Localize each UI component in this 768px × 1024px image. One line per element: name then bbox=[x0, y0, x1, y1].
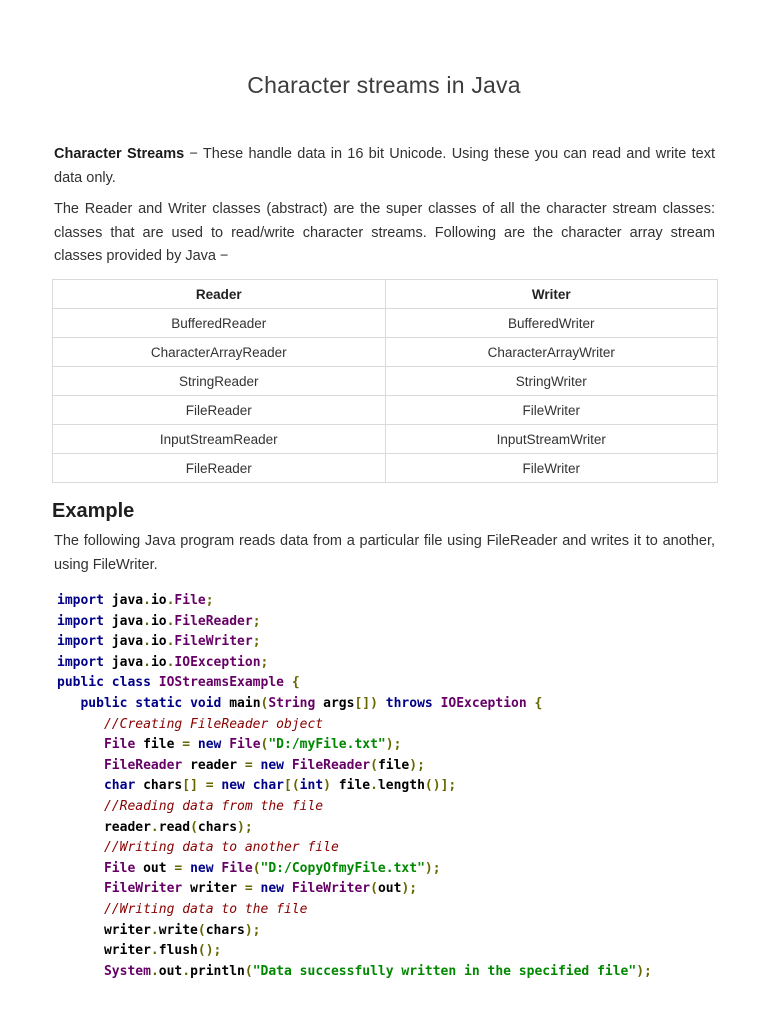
code-line bbox=[57, 879, 652, 900]
code-token: File bbox=[229, 737, 261, 753]
code-token bbox=[527, 696, 535, 711]
code-token: write bbox=[158, 922, 198, 938]
table-header-row bbox=[53, 280, 718, 309]
writer-cell: FileWriter bbox=[385, 454, 718, 483]
code-token bbox=[433, 696, 441, 711]
code-token bbox=[284, 675, 292, 690]
code-token: chars bbox=[205, 922, 245, 938]
code-token: throws bbox=[385, 695, 433, 711]
table-row bbox=[53, 309, 718, 338]
code-token: . bbox=[370, 778, 378, 794]
code-token: char bbox=[252, 778, 285, 794]
code-line bbox=[57, 591, 652, 612]
writer-cell: StringWriter bbox=[385, 367, 718, 396]
code-line bbox=[57, 818, 652, 839]
code-token: ( bbox=[252, 860, 261, 876]
code-token: ); bbox=[424, 860, 441, 876]
example-paragraph: The following Java program reads data from a particular file using FileReader and writes it to another, using FileWriter. bbox=[54, 533, 715, 573]
code-token: io bbox=[150, 593, 167, 608]
code-token: reader bbox=[182, 757, 245, 773]
code-token: new bbox=[221, 778, 245, 794]
code-token: . bbox=[150, 922, 159, 938]
code-line bbox=[57, 673, 652, 694]
code-token: ) bbox=[323, 778, 331, 794]
code-line bbox=[57, 653, 652, 674]
code-token: ); bbox=[636, 963, 652, 979]
code-token: = bbox=[244, 881, 253, 897]
reader-cell: FileReader bbox=[53, 396, 386, 425]
code-line bbox=[57, 859, 652, 880]
code-token: chars bbox=[135, 778, 183, 794]
code-token: static bbox=[135, 695, 183, 711]
code-token: out bbox=[377, 881, 402, 897]
table-row bbox=[53, 338, 718, 367]
code-token: = bbox=[205, 778, 214, 794]
code-token: = bbox=[174, 860, 183, 876]
code-token: . bbox=[166, 654, 175, 670]
code-token: main bbox=[221, 695, 261, 711]
reader-cell: StringReader bbox=[53, 367, 386, 396]
code-token: import bbox=[57, 634, 104, 650]
code-token: . bbox=[166, 613, 175, 629]
code-line bbox=[57, 797, 652, 818]
code-token: String bbox=[268, 695, 316, 711]
description-paragraph: The Reader and Writer classes (abstract) are the super classes of all the character stream classes: classes that are used to read/write character streams. Following are the character array stream classes provided by Java − bbox=[54, 201, 715, 264]
code-token: new bbox=[260, 757, 285, 773]
code-token bbox=[57, 778, 104, 793]
code-token: //Creating FileReader object bbox=[103, 716, 324, 732]
code-token: FileWriter bbox=[174, 634, 253, 650]
code-token: ); bbox=[409, 757, 425, 773]
code-token: read bbox=[158, 819, 191, 835]
reader-cell: InputStreamReader bbox=[53, 425, 386, 454]
code-token: java bbox=[103, 634, 144, 650]
code-token: FileWriter bbox=[103, 881, 183, 897]
code-token: IOException bbox=[440, 695, 527, 711]
code-token: out bbox=[158, 963, 183, 979]
code-token: File bbox=[103, 737, 136, 753]
code-token bbox=[57, 696, 80, 711]
code-token: class bbox=[111, 675, 151, 691]
code-token bbox=[57, 861, 104, 876]
code-token: void bbox=[190, 695, 222, 711]
code-token bbox=[182, 861, 190, 876]
code-token: ( bbox=[370, 881, 378, 897]
example-heading: Example bbox=[52, 500, 135, 522]
code-token bbox=[182, 696, 190, 711]
code-token: FileReader bbox=[103, 757, 183, 773]
code-token: FileReader bbox=[291, 757, 371, 773]
page-title: Character streams in Java bbox=[247, 72, 521, 98]
code-token: . bbox=[166, 634, 175, 650]
code-token: length bbox=[377, 778, 425, 794]
code-token bbox=[104, 675, 112, 690]
code-token bbox=[284, 881, 292, 896]
code-token: . bbox=[150, 963, 159, 979]
code-token: IOException bbox=[174, 654, 261, 670]
code-token bbox=[253, 758, 261, 773]
writer-cell: InputStreamWriter bbox=[385, 425, 718, 454]
code-token: . bbox=[150, 943, 159, 959]
code-token: import bbox=[57, 654, 104, 670]
code-token bbox=[57, 799, 104, 814]
code-token: File bbox=[174, 593, 206, 608]
table-header-reader: Reader bbox=[53, 280, 386, 309]
code-token: FileWriter bbox=[291, 881, 371, 897]
writer-cell: CharacterArrayWriter bbox=[385, 338, 718, 367]
code-token: io bbox=[150, 634, 167, 650]
intro-term: Character Streams bbox=[54, 146, 185, 162]
code-token: //Writing data to the file bbox=[103, 901, 308, 917]
code-token: . bbox=[143, 613, 151, 629]
code-token: ); bbox=[385, 737, 402, 753]
code-token: ( bbox=[260, 737, 269, 753]
code-token: new bbox=[197, 737, 222, 753]
code-token bbox=[57, 902, 104, 917]
writer-cell: BufferedWriter bbox=[385, 309, 718, 338]
code-token: flush bbox=[158, 943, 198, 959]
code-token bbox=[151, 675, 159, 690]
code-token: . bbox=[143, 593, 151, 608]
code-token: io bbox=[150, 613, 167, 629]
code-token: ; bbox=[252, 613, 261, 629]
code-token: (); bbox=[197, 943, 222, 959]
code-token: FileReader bbox=[174, 613, 253, 629]
code-line bbox=[57, 962, 652, 983]
code-token: ( bbox=[244, 963, 253, 979]
code-line bbox=[57, 838, 652, 859]
code-token: = bbox=[244, 757, 253, 773]
code-block bbox=[57, 591, 652, 982]
code-token bbox=[245, 778, 253, 793]
code-token: []) bbox=[354, 695, 378, 711]
code-line bbox=[57, 921, 652, 942]
code-token: reader bbox=[57, 819, 151, 835]
code-token bbox=[378, 696, 386, 711]
table-row bbox=[53, 454, 718, 483]
code-token: java bbox=[103, 654, 144, 670]
code-token: out bbox=[135, 860, 175, 876]
table-row bbox=[53, 367, 718, 396]
code-token: char bbox=[103, 778, 136, 794]
code-line bbox=[57, 900, 652, 921]
table-row bbox=[53, 425, 718, 454]
code-token bbox=[253, 881, 261, 896]
code-token: File bbox=[221, 860, 253, 876]
code-token: public bbox=[57, 675, 104, 691]
code-token: ( bbox=[370, 757, 378, 773]
code-token: io bbox=[150, 654, 167, 670]
code-token: [] bbox=[182, 778, 198, 794]
code-token: java bbox=[103, 613, 144, 629]
code-token: ()]; bbox=[424, 778, 457, 794]
code-token bbox=[57, 758, 104, 773]
code-token: ); bbox=[237, 819, 253, 835]
code-token: ; bbox=[260, 654, 269, 670]
code-token: "D:/myFile.txt" bbox=[268, 737, 386, 753]
table-row bbox=[53, 396, 718, 425]
code-token: . bbox=[166, 593, 175, 608]
code-token: writer bbox=[57, 943, 151, 959]
code-token: import bbox=[57, 593, 104, 608]
intro-text: − These handle data in 16 bit Unicode. Using these you can read and write text data only. bbox=[54, 146, 715, 186]
code-line bbox=[57, 715, 652, 736]
code-token: chars bbox=[197, 819, 238, 835]
code-token: { bbox=[534, 695, 543, 711]
code-line bbox=[57, 735, 652, 756]
code-token: println bbox=[190, 963, 245, 979]
code-line bbox=[57, 612, 652, 633]
code-token: new bbox=[260, 881, 285, 897]
code-token: . bbox=[143, 654, 151, 670]
code-token: . bbox=[182, 963, 191, 979]
code-token bbox=[284, 758, 292, 773]
code-token: ; bbox=[252, 634, 261, 650]
code-token bbox=[57, 964, 104, 979]
code-token: public bbox=[80, 695, 128, 711]
code-line bbox=[57, 756, 652, 777]
code-token: [( bbox=[284, 778, 300, 794]
code-token: new bbox=[190, 860, 214, 876]
code-token: ( bbox=[260, 695, 269, 711]
code-token: import bbox=[57, 613, 104, 629]
reader-cell: FileReader bbox=[53, 454, 386, 483]
code-token bbox=[198, 778, 206, 793]
table-header-writer: Writer bbox=[385, 280, 718, 309]
code-token bbox=[57, 881, 104, 896]
code-line bbox=[57, 941, 652, 962]
code-token: ( bbox=[190, 819, 198, 835]
reader-cell: BufferedReader bbox=[53, 309, 386, 338]
stream-classes-table bbox=[52, 279, 718, 483]
code-token: int bbox=[299, 778, 324, 794]
code-line bbox=[57, 694, 652, 715]
code-token: writer bbox=[182, 881, 245, 897]
code-token: System bbox=[103, 963, 151, 979]
code-token: File bbox=[103, 860, 136, 876]
code-token: . bbox=[143, 634, 151, 650]
code-token: writer bbox=[57, 922, 151, 938]
intro-paragraph bbox=[54, 143, 715, 190]
code-token: file bbox=[330, 778, 371, 794]
code-token: file bbox=[377, 757, 410, 773]
code-token: { bbox=[291, 675, 300, 691]
code-token: = bbox=[182, 737, 191, 753]
code-token: "D:/CopyOfmyFile.txt" bbox=[260, 860, 425, 876]
code-token: ); bbox=[401, 881, 418, 897]
writer-cell: FileWriter bbox=[385, 396, 718, 425]
code-token bbox=[190, 737, 198, 752]
code-line bbox=[57, 776, 652, 797]
code-token: file bbox=[135, 737, 183, 753]
code-token bbox=[57, 737, 104, 752]
code-token: args bbox=[315, 695, 355, 711]
code-token: ( bbox=[197, 922, 206, 938]
code-token: //Reading data from the file bbox=[103, 798, 324, 814]
code-token: "Data successfully written in the specified file" bbox=[252, 963, 637, 979]
code-token: ); bbox=[244, 922, 261, 938]
code-token: java bbox=[103, 593, 144, 608]
reader-cell: CharacterArrayReader bbox=[53, 338, 386, 367]
code-token bbox=[57, 717, 104, 732]
code-token: //Writing data to another file bbox=[103, 840, 339, 856]
code-token: ; bbox=[205, 593, 214, 608]
code-token bbox=[57, 840, 104, 855]
code-token: . bbox=[150, 819, 159, 835]
code-line bbox=[57, 632, 652, 653]
code-token: IOStreamsExample bbox=[158, 675, 284, 691]
